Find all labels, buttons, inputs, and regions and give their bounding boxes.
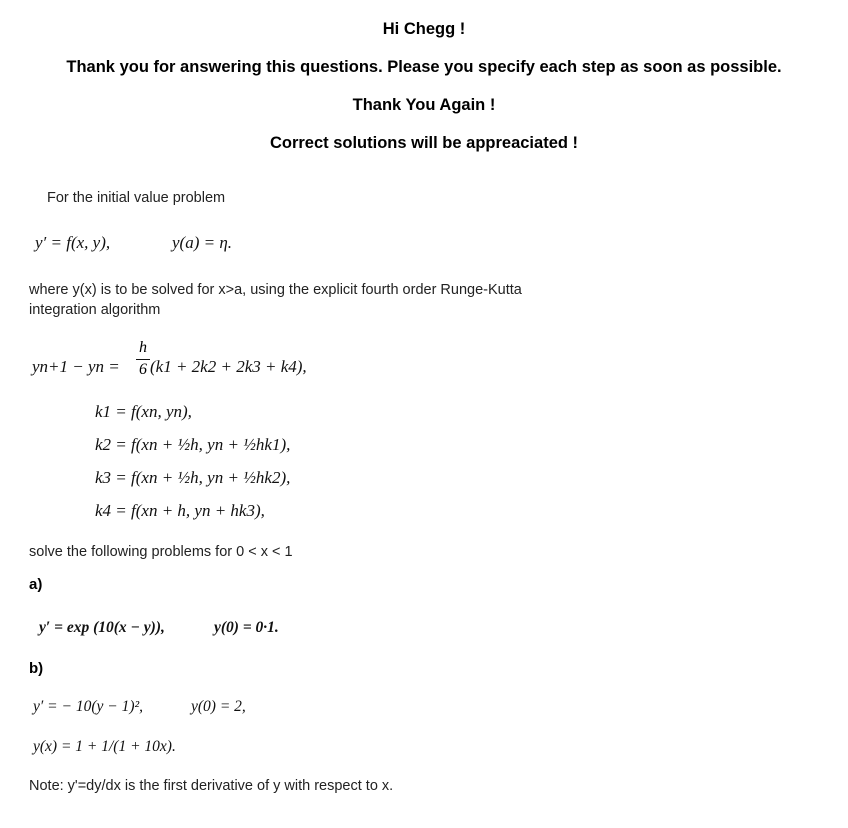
rk-fraction-bar xyxy=(136,359,150,360)
note-heading: Correct solutions will be appreaciated ! xyxy=(269,134,579,152)
ivp-equation: y′ = f(x, y), xyxy=(35,233,111,252)
part-a-label: a) xyxy=(29,576,43,593)
rk-k1: k1 = f(xn, yn), xyxy=(95,402,192,421)
rk-k4: k4 = f(xn + h, yn + hk3), xyxy=(95,501,265,520)
problem-description-line1: where y(x) is to be solved for x>a, using the explicit fourth order Runge-Kutta xyxy=(29,282,522,298)
rk-fraction-denominator: 6 xyxy=(139,361,147,378)
request-heading: Thank you for answering this questions. Please you specify each step as soon as possible. xyxy=(66,58,782,76)
part-a-equation: y′ = exp (10(x − y)), xyxy=(39,619,165,636)
problem-intro: For the initial value problem xyxy=(47,190,226,206)
thanks-heading: Thank You Again ! xyxy=(352,96,496,114)
problem-description-line2: integration algorithm xyxy=(29,302,161,318)
part-a-condition: y(0) = 0·1. xyxy=(214,619,279,636)
rk-k3: k3 = f(xn + ½h, yn + ½hk2), xyxy=(95,468,291,487)
part-b-label: b) xyxy=(29,660,44,677)
footer-note: Note: y'=dy/dx is the first derivative of y with respect to x. xyxy=(29,778,394,794)
task-statement: solve the following problems for 0 < x < 1 xyxy=(29,544,293,560)
rk-lhs: yn+1 − yn = xyxy=(32,357,120,376)
rk-fraction-numerator: h xyxy=(139,339,147,356)
part-b-condition: y(0) = 2, xyxy=(191,698,246,715)
part-b-solution: y(x) = 1 + 1/(1 + 10x). xyxy=(33,738,176,755)
greeting-heading: Hi Chegg ! xyxy=(382,20,466,38)
rk-rhs: (k1 + 2k2 + 2k3 + k4), xyxy=(150,357,307,376)
part-b-equation: y′ = − 10(y − 1)², xyxy=(33,698,143,715)
rk-k2: k2 = f(xn + ½h, yn + ½hk1), xyxy=(95,435,291,454)
ivp-condition: y(a) = η. xyxy=(172,233,233,252)
